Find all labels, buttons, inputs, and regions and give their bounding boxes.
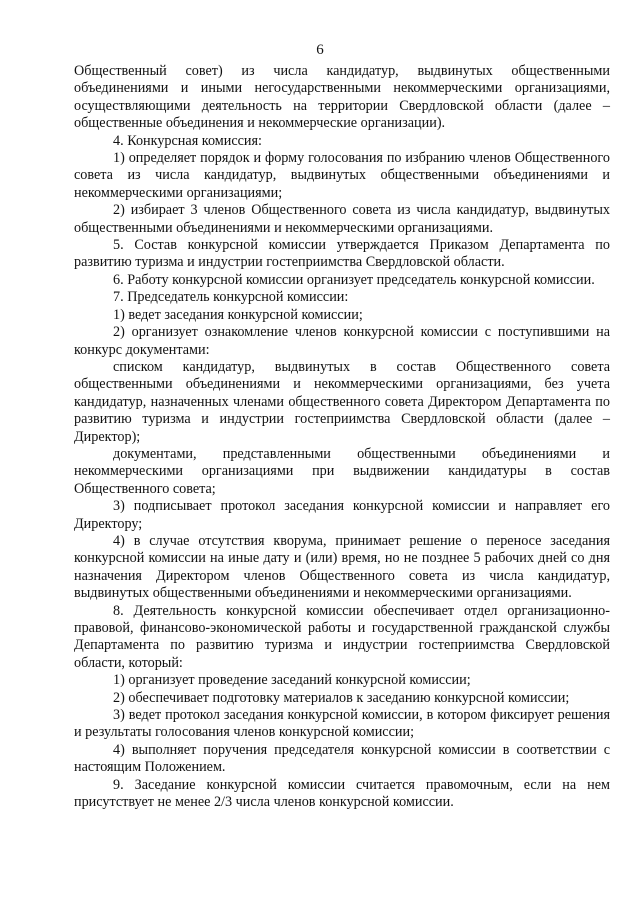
paragraph-item-8-4: 4) выполняет поручения председателя конкурсной комиссии в соответствии с настоящим Положением. <box>74 741 610 776</box>
document-body <box>74 63 610 811</box>
paragraph-item-7-2: 2) организует ознакомление членов конкурсной комиссии с поступившими на конкурс документами: <box>74 324 610 358</box>
paragraph-item-8-2: 2) обеспечивает подготовку материалов к заседанию конкурсной комиссии; <box>113 689 570 706</box>
page-number: 6 <box>316 42 324 58</box>
paragraph-item-4-2: 2) избирает 3 членов Общественного совета из числа кандидатур, выдвинутых общественными объединениями и некоммерческими организациями. <box>74 202 610 236</box>
paragraph-item-6: 6. Работу конкурсной комиссии организует председатель конкурсной комиссии. <box>113 271 595 288</box>
paragraph-item-7-3: 3) подписывает протокол заседания конкурсной комиссии и направляет его Директору; <box>74 498 610 532</box>
paragraph-item-7-2-docs: документами, представленными общественными объединениями и некоммерческими организациями при выдвижении кандидатуры в состав Общественного совета; <box>74 445 610 497</box>
paragraph-continuation: Общественный совет) из числа кандидатур, выдвинутых общественными объединениями и иными негосударственными некоммерческими организациями, осуществляющими деятельность на территории Свердловской области (далее – общественные объединения и некоммерческие организации). <box>74 63 610 132</box>
paragraph-item-5: 5. Состав конкурсной комиссии утверждается Приказом Департамента по развитию туризма и индустрии гостеприимства Свердловской области. <box>74 237 610 271</box>
paragraph-item-7-2-list: списком кандидатур, выдвинутых в состав Общественного совета общественными объединениями и некоммерческими организациями, без учета кандидатур, назначенных членами общественного совета Директором Департамента по развитию туризма и индустрии гостеприимства Свердловской области (далее – Директор); <box>74 358 610 445</box>
paragraph-item-8-1: 1) организует проведение заседаний конкурсной комиссии; <box>113 672 471 689</box>
paragraph-item-8: 8. Деятельность конкурсной комиссии обеспечивает отдел организационно-правовой, финансово-экономической работы и государственной гражданской службы Департамента по развитию туризма и индустрии гостеприимства Свердловской области, который: <box>74 602 610 671</box>
paragraph-item-4: 4. Конкурсная комиссия: <box>113 132 262 149</box>
paragraph-item-7-4: 4) в случае отсутствия кворума, принимает решение о переносе заседания конкурсной комиссии на иные дату и (или) время, но не позднее 5 рабочих дней со дня назначения Директором членов Общественного совета из числа кандидатур, выдвинутых общественными объединениями и некоммерческими организациями. <box>74 532 610 602</box>
paragraph-item-4-1: 1) определяет порядок и форму голосования по избранию членов Общественного совета из числа кандидатур, выдвинутых общественными объединениями и некоммерческими организациями; <box>74 150 610 201</box>
paragraph-item-7-1: 1) ведет заседания конкурсной комиссии; <box>113 306 363 323</box>
paragraph-item-8-3: 3) ведет протокол заседания конкурсной комиссии, в котором фиксирует решения и результаты голосования членов конкурсной комиссии; <box>74 707 610 741</box>
paragraph-item-9: 9. Заседание конкурсной комиссии считается правомочным, если на нем присутствует не менее 2/3 числа членов конкурсной комиссии. <box>74 776 610 811</box>
paragraph-item-7: 7. Председатель конкурсной комиссии: <box>113 289 349 306</box>
